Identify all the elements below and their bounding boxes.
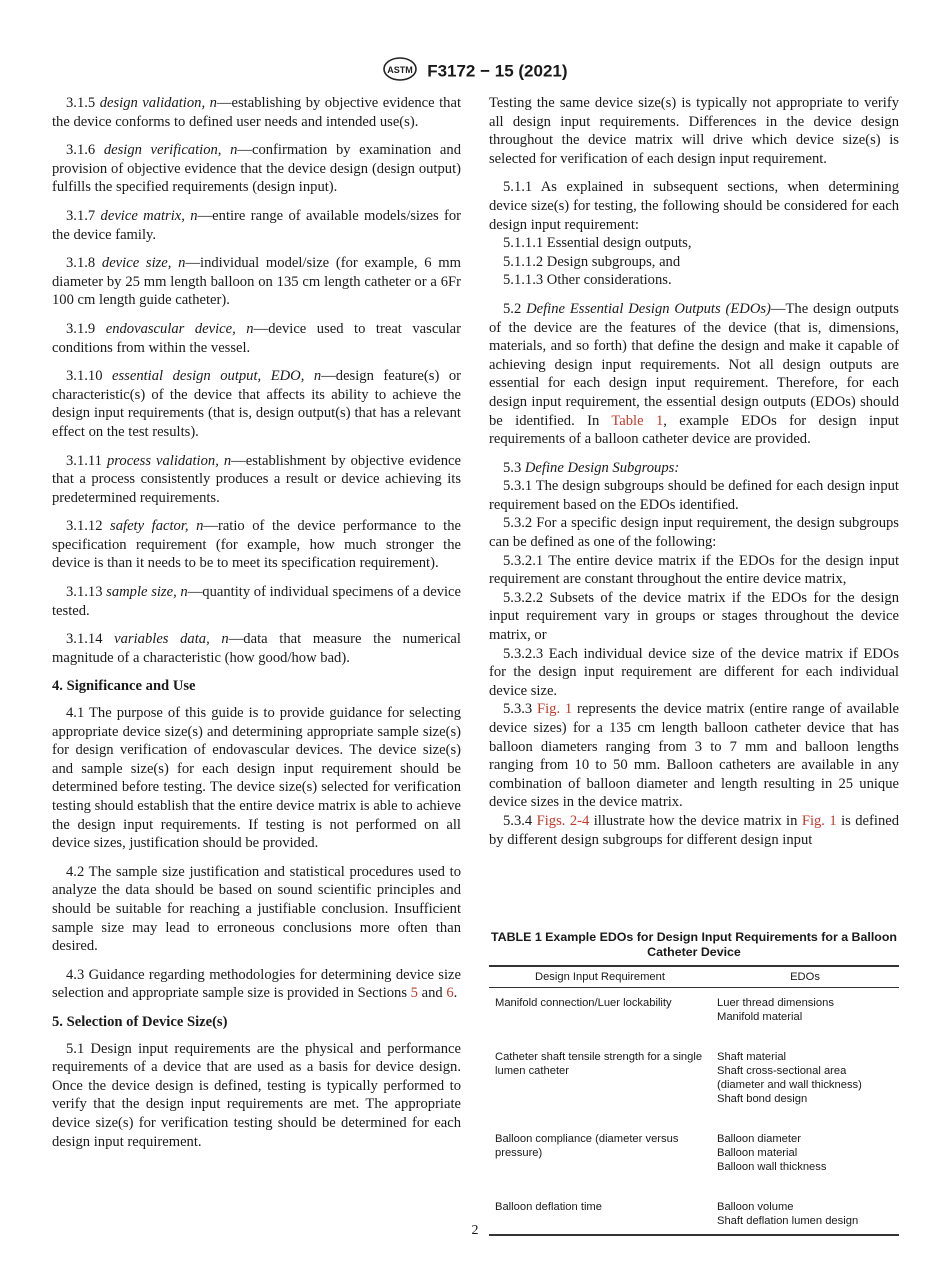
table-cell-requirement: Manifold connection/Luer lockability bbox=[495, 997, 672, 1009]
edo-table bbox=[489, 965, 899, 1236]
section-6-link[interactable]: 6 bbox=[446, 985, 454, 1002]
svg-text:ASTM: ASTM bbox=[387, 65, 414, 75]
definition-3-1-12: 3.1.12 safety factor, n—ratio of the device performance to the specification requirement (for example, how much stronger the device is than it needs to be to meet its specification requirement). bbox=[52, 518, 461, 572]
definition-3-1-7: 3.1.7 device matrix, n—entire range of available models/sizes for the device family. bbox=[52, 207, 461, 243]
paragraph-5-3-1: 5.3.1 The design subgroups should be defined for each design input requirement based on the EDOs identified. bbox=[489, 478, 899, 513]
table-cell-requirement: Balloon compliance (diameter versus pressure) bbox=[495, 1133, 679, 1159]
table-cell-edos: Luer thread dimensions Manifold material bbox=[717, 997, 834, 1023]
table-1-caption: TABLE 1 Example EDOs for Design Input Requirements for a Balloon Catheter Device bbox=[491, 930, 897, 959]
table-1 bbox=[489, 930, 899, 1236]
paragraph-5-1-1-2: 5.1.1.2 Design subgroups, and bbox=[503, 253, 681, 270]
paragraph-5-1-1-1: 5.1.1.1 Essential design outputs, bbox=[503, 235, 692, 252]
definition-3-1-8: 3.1.8 device size, n—individual model/size (for example, 6 mm diameter by 25 mm length balloon on 135 cm length catheter or a 6Fr 100 cm length guide catheter). bbox=[52, 255, 461, 309]
paragraph-5-1-continued: Testing the same device size(s) is typically not appropriate to verify all design input requirements. Differences in the device design throughout the device matrix will drive which device size(s) is selected for verification of each design input requirement. bbox=[489, 95, 899, 167]
table-cell-requirement: Catheter shaft tensile strength for a single lumen catheter bbox=[495, 1051, 703, 1077]
column-header-requirement: Design Input Requirement bbox=[489, 966, 711, 988]
definition-3-1-11: 3.1.11 process validation, n—establishment by objective evidence that a process consistently produces a result or device achieving its predetermined requirements. bbox=[52, 452, 461, 506]
table-1-link[interactable]: Table 1 bbox=[611, 412, 664, 429]
paragraph-5-3-2: 5.3.2 For a specific design input requirement, the design subgroups can be defined as one of the following: bbox=[489, 515, 899, 551]
fig-1-link-2[interactable]: Fig. 1 bbox=[801, 812, 837, 829]
left-column bbox=[52, 94, 461, 1151]
paragraph-5-1-1-3: 5.1.1.3 Other considerations. bbox=[503, 272, 672, 289]
paragraph-5-3-3: 5.3.3 Fig. 1 represents the device matrix (entire range of available device sizes) for a 135 cm length balloon catheter device that has balloon diameters ranging from 3 to 7 mm and balloon lengths ranging from 10 to 50 mm. Balloon catheters are available in any combination of balloon diameter and length resulting in 25 unique device sizes in the device matrix. bbox=[489, 701, 900, 811]
section-5-link[interactable]: 5 bbox=[410, 985, 418, 1002]
paragraph-5-3-2-2: 5.3.2.2 Subsets of the device matrix if the EDOs for the design input requirement vary in groups or stages throughout the device matrix, or bbox=[489, 589, 899, 644]
paragraph-4-2: 4.2 The sample size justification and statistical procedures used to analyze the data should be based on sound scientific principles and should be suitable for reaching a justifiable conclusion. Insufficient sample size may lead to erroneous conclusions more often than desired. bbox=[52, 863, 461, 955]
definition-3-1-13: 3.1.13 sample size, n—quantity of individual specimens of a device tested. bbox=[52, 584, 462, 619]
paragraph-5-3-2-3: 5.3.2.3 Each individual device size of the device matrix if EDOs for the design input requirement are different for each individual device size. bbox=[489, 645, 899, 699]
paragraph-4-1: 4.1 The purpose of this guide is to provide guidance for selecting appropriate device size(s) and determining appropriate sample size(s) for design verification of endovascular devices. The device size(s) and sample size(s) for each design input requirement should be determined before testing. The device size(s) selected for verification testing should establish that the entire device matrix is able to achieve the design input requirements. If testing is not performed on all device sizes, justification should be provided. bbox=[52, 705, 461, 852]
definition-3-1-14: 3.1.14 variables data, n—data that measure the numerical magnitude of a characteristic (how good/how bad). bbox=[52, 631, 461, 666]
definition-3-1-9: 3.1.9 endovascular device, n—device used to treat vascular conditions from within the vessel. bbox=[52, 320, 461, 356]
table-cell-edos: Balloon diameter Balloon material Balloon wall thickness bbox=[717, 1133, 827, 1173]
definition-3-1-5: 3.1.5 design validation, n—establishing by objective evidence that the device conforms to defined user needs and intended use(s). bbox=[52, 95, 461, 130]
definition-3-1-10: 3.1.10 essential design output, EDO, n—design feature(s) or characteristic(s) of the device that affects its ability to achieve the design input requirements (that is, design output(s) that has a relevant effect on the test results). bbox=[52, 368, 461, 440]
page-number: 2 bbox=[471, 1223, 479, 1238]
table-cell-edos: Balloon volume Shaft deflation lumen design bbox=[711, 1192, 899, 1235]
paragraph-5-3: 5.3 Define Design Subgroups: bbox=[503, 459, 680, 476]
fig-1-link[interactable]: Fig. 1 bbox=[536, 701, 573, 718]
section-4-heading: 4. Significance and Use bbox=[52, 678, 196, 695]
figs-2-4-link[interactable]: Figs. 2-4 bbox=[536, 812, 590, 829]
column-header-edos: EDOs bbox=[711, 966, 899, 988]
astm-logo-icon bbox=[382, 56, 418, 87]
table-row bbox=[489, 1124, 899, 1192]
table-cell-requirement: Balloon deflation time bbox=[489, 1192, 711, 1235]
paragraph-5-1-1: 5.1.1 As explained in subsequent sections, when determining device size(s) for testing, the following should be considered for each design input requirement: bbox=[489, 179, 899, 233]
page-header bbox=[0, 56, 950, 87]
section-5-heading: 5. Selection of Device Size(s) bbox=[52, 1013, 228, 1030]
right-column bbox=[489, 94, 899, 849]
paragraph-5-3-4: 5.3.4 Figs. 2-4 illustrate how the device matrix in Fig. 1 is defined by different design subgroups for different design input bbox=[489, 812, 900, 848]
table-row bbox=[489, 1042, 899, 1124]
table-row bbox=[489, 988, 899, 1043]
paragraph-5-2: 5.2 Define Essential Design Outputs (EDOs)—The design outputs of the device are the features of the device (that is, dimensions, materials, and so forth) that define the design and make it capable of achieving design input requirements. Not all design outputs are essential for each design input requirement. Therefore, for each design input requirement, the essential design outputs (EDOs) should be identified. In Table 1, example EDOs for design input requirements of a balloon catheter device are provided. bbox=[489, 300, 899, 448]
table-cell-edos: Shaft material Shaft cross-sectional area (diameter and wall thickness) Shaft bond design bbox=[717, 1051, 862, 1105]
definition-3-1-6: 3.1.6 design verification, n—confirmation by examination and provision of objective evidence that the device design (design output) fulfills the specified requirements (design input). bbox=[52, 142, 461, 196]
paragraph-5-1: 5.1 Design input requirements are the physical and performance requirements of a device that are used as a basis for device design. Once the device design is defined, testing is typically performed to verify that the design input requirements are met. The appropriate device size(s) for verification testing should be determined for each design input requirement. bbox=[52, 1040, 461, 1150]
document-code: F3172 − 15 (2021) bbox=[427, 61, 568, 81]
table-header-row bbox=[489, 966, 899, 988]
paragraph-5-3-2-1: 5.3.2.1 The entire device matrix if the EDOs for the design input requirement are constant throughout the entire device matrix, bbox=[489, 552, 899, 588]
paragraph-4-3: 4.3 Guidance regarding methodologies for determining device size selection and appropriate sample size is provided in Sections 5 and 6. bbox=[52, 966, 461, 1002]
